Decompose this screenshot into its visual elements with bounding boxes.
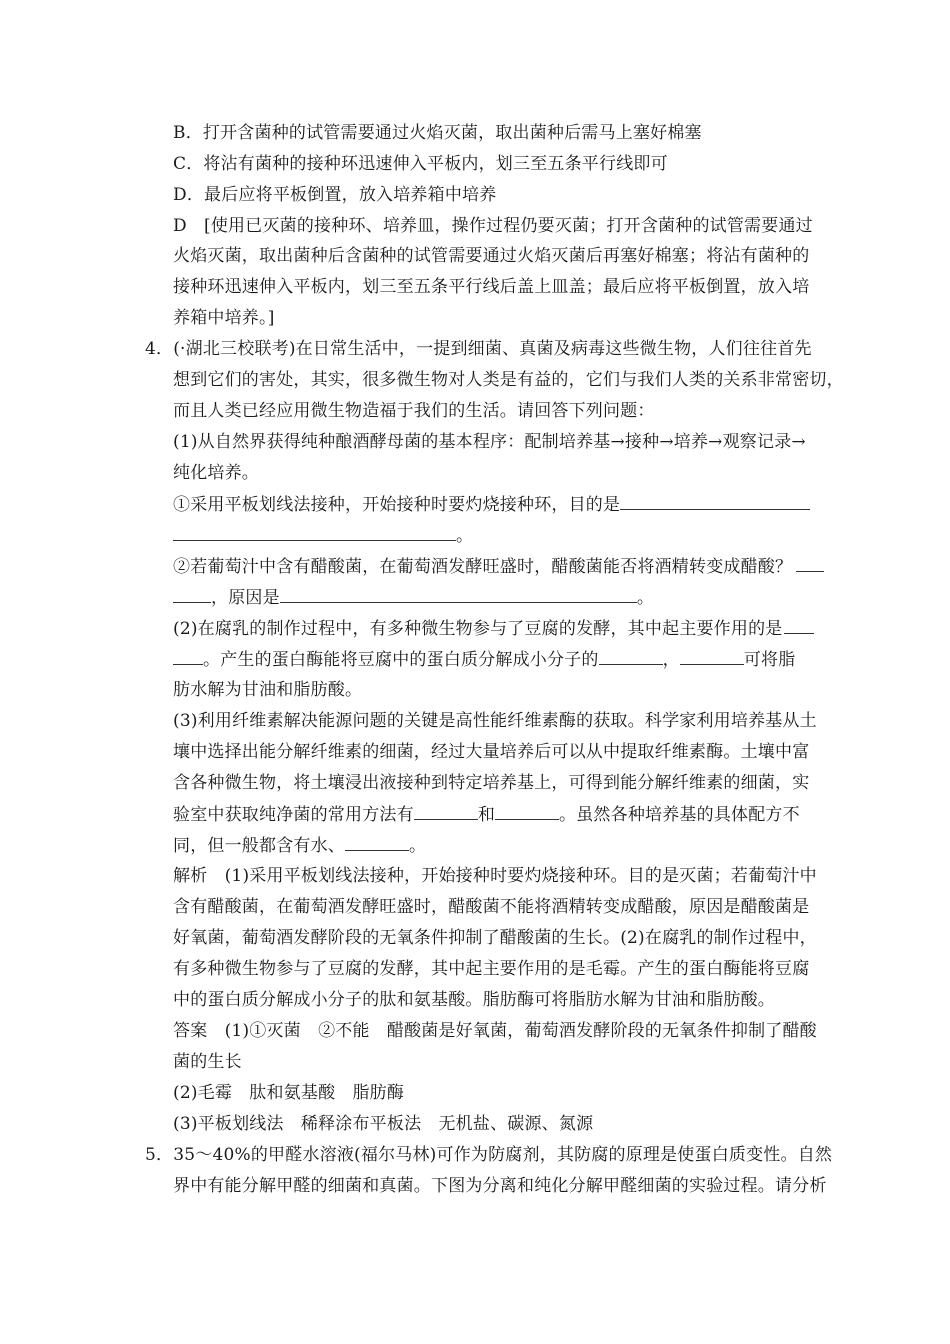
q4-part2-line2 — [173, 648, 795, 671]
answer-blank[interactable] — [345, 834, 409, 851]
q4-sub1-line — [173, 493, 810, 516]
q4-sub2-line2 — [173, 586, 654, 609]
q4-analysis-line: 含有醋酸菌，在葡萄酒发酵旺盛时，醋酸菌不能将酒精转变成醋酸，原因是醋酸菌是 — [173, 897, 810, 917]
q4-stem-line: 想到它们的害处，其实，很多微生物对人类是有益的，它们与我们人类的关系非常密切， — [173, 370, 844, 390]
q4-part2-line — [173, 617, 814, 640]
q4-part3-line: 含各种微生物，将土壤浸出液接种到特定培养基上，可得到能分解纤维素的细菌，实 — [173, 773, 810, 793]
answer-blank[interactable] — [173, 524, 456, 541]
q4-part2-text: (2)在腐乳的制作过程中，有多种微生物参与了豆腐的发酵，其中起主要作用的是 — [173, 619, 783, 639]
answer-blank[interactable] — [680, 648, 744, 665]
q4-sub2-line — [173, 555, 824, 578]
q4-part3-text-c: 。虽然各种培养基的具体配方不 — [559, 805, 800, 825]
q4-analysis-line: 好氧菌，葡萄酒发酵阶段的无氧条件抑制了醋酸菌的生长。(2)在腐乳的制作过程中， — [173, 928, 817, 948]
q4-part3-text-d: 同，但一般都含有水、 — [173, 836, 345, 856]
answer-blank[interactable] — [796, 555, 824, 572]
q4-analysis-line: 中的蛋白质分解成小分子的肽和氨基酸。脂肪酶可将脂肪水解为甘油和脂肪酸。 — [173, 990, 775, 1010]
q4-analysis-line: 解析 (1)采用平板划线法接种，开始接种时要灼烧接种环。目的是灭菌；若葡萄汁中 — [173, 866, 817, 886]
q4-part3-text-a: 验室中获取纯净菌的常用方法有 — [173, 805, 414, 825]
q3-option-d: D．最后应将平板倒置，放入培养箱中培养 — [173, 185, 497, 205]
answer-blank[interactable] — [280, 586, 637, 603]
answer-blank[interactable] — [599, 648, 663, 665]
q3-option-c: C．将沾有菌种的接种环迅速伸入平板内，划三至五条平行线即可 — [173, 154, 668, 174]
q4-part3-text-b: 和 — [477, 805, 496, 825]
q4-part3-text-e: 。 — [409, 836, 427, 856]
q4-answer-line: (3)平板划线法 稀释涂布平板法 无机盐、碳源、氮源 — [173, 1114, 594, 1134]
answer-blank[interactable] — [173, 648, 203, 665]
q4-stem-line: 而且人类已经应用微生物造福于我们的生活。请回答下列问题： — [173, 401, 655, 421]
q4-stem-line: 4．(·湖北三校联考)在日常生活中，一提到细菌、真菌及病毒这些微生物，人们往往首先 — [145, 339, 812, 359]
q4-sub2-mid: ，原因是 — [211, 588, 280, 608]
q4-part1-line: 纯化培养。 — [173, 463, 259, 483]
q3-answer-line: 火焰灭菌，取出菌种后含菌种的试管需要通过火焰灭菌后再塞好棉塞；将沾有菌种的 — [173, 246, 810, 266]
answer-blank[interactable] — [620, 493, 810, 510]
q4-answer-line: 菌的生长 — [173, 1052, 242, 1072]
q3-answer-line: 接种环迅速伸入平板内，划三至五条平行线后盖上皿盖；最后应将平板倒置，放入培 — [173, 277, 810, 297]
q4-answer-line: (2)毛霉 肽和氨基酸 脂肪酶 — [173, 1083, 405, 1103]
q4-sub2-text: ②若葡萄汁中含有醋酸菌，在葡萄酒发酵旺盛时，醋酸菌能否将酒精转变成醋酸？ — [173, 557, 793, 577]
answer-blank[interactable] — [784, 617, 814, 634]
q4-part3-line: (3)利用纤维素解决能源问题的关键是高性能纤维素酶的获取。科学家利用培养基从土 — [173, 711, 817, 731]
q4-sub1-prefix: ①采用平板划线法接种，开始接种时要灼烧接种环，目的是 — [173, 495, 621, 515]
q4-part3-line4 — [173, 803, 800, 826]
q4-part2-text-c: 可将脂 — [743, 650, 796, 670]
answer-blank[interactable] — [414, 803, 478, 820]
q4-part1-line: (1)从自然界获得纯种酿酒酵母菌的基本程序：配制培养基→接种→培养→观察记录→ — [173, 432, 806, 452]
answer-blank[interactable] — [173, 586, 211, 603]
q4-part3-line5 — [173, 834, 426, 857]
q4-part2-text-b: ， — [662, 650, 680, 670]
q3-option-b: B．打开含菌种的试管需要通过火焰灭菌，取出菌种后需马上塞好棉塞 — [173, 123, 702, 143]
q4-sub1-line2 — [173, 524, 473, 547]
q5-stem-line: 5．35～40%的甲醛水溶液(福尔马林)可作为防腐剂，其防腐的原理是使蛋白质变性。自然 — [145, 1145, 833, 1165]
q4-part2-line3: 肪水解为甘油和脂肪酸。 — [173, 680, 363, 700]
q3-answer-line: 养箱中培养。] — [173, 308, 275, 328]
q4-answer-line: 答案 (1)①灭菌 ②不能 醋酸菌是好氧菌，葡萄酒发酵阶段的无氧条件抑制了醋酸 — [173, 1021, 817, 1041]
q5-stem-line: 界中有能分解甲醛的细菌和真菌。下图为分离和纯化分解甲醛细菌的实验过程。请分析 — [173, 1176, 827, 1196]
q4-analysis-line: 有多种微生物参与了豆腐的发酵，其中起主要作用的是毛霉。产生的蛋白酶能将豆腐 — [173, 959, 810, 979]
q4-sub2-end: 。 — [636, 588, 655, 608]
q4-sub1-suffix: 。 — [456, 526, 474, 546]
q4-part2-text-a: 。产生的蛋白酶能将豆腐中的蛋白质分解成小分子的 — [203, 650, 599, 670]
q4-part3-line: 壤中选择出能分解纤维素的细菌，经过大量培养后可以从中提取纤维素酶。土壤中富 — [173, 742, 810, 762]
q3-answer-line: D [使用已灭菌的接种环、培养皿，操作过程仍要灭菌；打开含菌种的试管需要通过 — [173, 216, 813, 236]
answer-blank[interactable] — [495, 803, 559, 820]
